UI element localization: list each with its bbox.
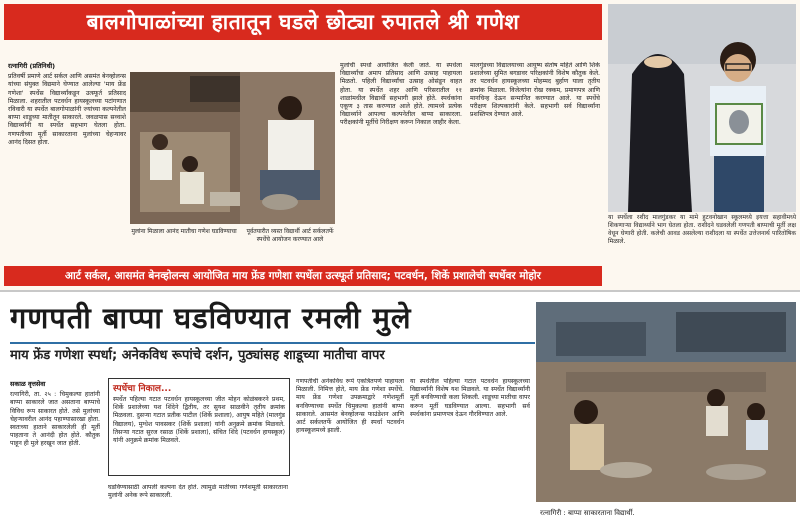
results-box xyxy=(108,378,290,476)
photo-caption-1: मुलांना मिळाला आनंद मातीचा गणेश घडविण्याचा xyxy=(131,228,237,235)
column-a-text: रत्नागिरी, ता. २५ : चिमुकल्या हातांनी बाप्पा साकारले जात असताना बाप्पाचे विविध रूप साकारत होते. तसे मुलांच्या चेहऱ्यावरील आनंद पहाण्यासारखा होता. स्वतःच्या हाताने साकारलेली ही मूर्ती पाहताना ते आनंदी होत होते. कौतुक पाहून ही मुले हरखून जात होती. xyxy=(10,391,100,448)
article-column-a xyxy=(10,380,100,526)
boy-photo-illustration xyxy=(240,72,335,224)
headline-divider xyxy=(10,342,535,344)
article-column-b: घडविण्यासाठी आपली कल्पना देत होते. त्यामुळे मातीच्या गणेशमूर्ती साकारताना मुलांनी अनेक रूपे साकारली. xyxy=(108,484,288,500)
article-column-c: गणपतीची अनेकविध रूपे एकत्रितपणे पाहायला मिळाली. निमित्त होते, माय फ्रेंड गणेशा स्पर्धेचे. माय फ्रेंड गणेशा उपक्रमाद्वारे गणेशमूर्ती बनविण्याच्या स्पर्धेत चिमुकल्या हातांनी बाप्पा साकारले. आसमंत बेनव्होलन्स फाउंडेशन आणि आर्ट सर्कलतर्फे आयोजित ही स्पर्धा पटवर्धन हायस्कूलमध्ये झाली. xyxy=(296,378,404,435)
winner-photo-illustration xyxy=(608,4,796,212)
headline-banner: बालगोपाळांच्या हातातून घडले छोट्या रुपातले श्री गणेश xyxy=(4,4,602,40)
byline: सकाळ वृत्तसेवा xyxy=(10,380,46,388)
results-box-title: स्पर्धेचा निकाल... xyxy=(113,384,172,394)
article-column-d: या स्पर्धेतील पहिल्या गटात पटवर्धन हायस्कूलच्या विद्यार्थ्यांनी विशेष यश मिळवले. या स्पर्धेत विद्यार्थ्यांनी मूर्ती बनविण्याची कला शिकली. शाडूच्या मातीचा वापर करून मूर्ती घडविण्यात आल्या. सहभागी सर्व स्पर्धकांना प्रमाणपत्र देऊन गौरविण्यात आले. xyxy=(410,378,530,418)
winner-caption: या स्पर्धेला रशीद मालगुंडकर या मामे हुटवनोखान स्कूलमध्ये इयत्ता सहावीमध्ये शिकणाऱ्या विद्यार्थ्याने भाग घेतला होता. राशीदने घडवलेली गणपती बाप्पाची मूर्ती लक्ष वेधून घेणारी होती. कलेची आवड असलेल्या राशीदला या स्पर्धेत उत्तेजनार्थ पारितोषिक मिळाले. xyxy=(608,214,796,245)
summary-footer-banner: आर्ट सर्कल, आसमंत बेनव्होलन्स आयोजित माय फ्रेंड गणेशा स्पर्धेला उत्स्फूर्त प्रतिसाद; पटवर्धन, शिर्के प्रशालेची स्पर्धेवर मोहोर xyxy=(4,266,602,286)
headline-2: गणपती बाप्पा घडविण्यात रमली मुले xyxy=(10,301,412,335)
hall-photo-illustration xyxy=(536,302,796,502)
boy-modeling-idol-photo xyxy=(240,72,335,224)
news-clipping-2 xyxy=(0,292,800,532)
results-box-text: स्पर्धेत पहिल्या गटात पटवर्धन हायस्कूलच्या जीत मोहन कोळंबकरने प्रथम, शिर्के प्रशालेच्या यश शिंदेने द्वितीय, तर सुयश साळवीने तृतीय क्रमांक मिळवला. दुसऱ्या गटात प्रतीक पाटील (शिर्के प्रशाला), आयुष महिते (मालगुंड विद्यालय), मुग्धेश पावसकर (शिर्के प्रशाला) यांनी अनुक्रमे क्रमांक मिळवले. तिसऱ्या गटात सुरज रसाळ (शिर्के प्रशाला), संचित शिंदे (पटवर्धन हायस्कूल) यांनी अनुक्रमे क्रमांक मिळवले. xyxy=(113,396,285,445)
photo-caption-2: पूर्वतयारीत व्यस्त विद्यार्थी आर्ट सर्कलतर्फे स्पर्धेचे आयोजन करण्यात आले xyxy=(246,228,334,243)
article-column-1 xyxy=(8,62,126,266)
article-column-4: मालगुंडच्या विद्यालयाच्या आयुष्य संतोष महिते आणि शिर्के प्रशालेच्या सुमित बगडावर परिक्षकांनी विशेष कौतुक केले. तर पटवर्धन हायस्कूलच्या मोहम्मद बुर्हाण याला तृतीय क्रमांक मिळाला. विजेत्यांना रोख रक्कम, प्रमाणपत्र आणि मानचिन्ह देऊन सन्मानित करण्यात आले. या स्पर्धेचे परीक्षण शिल्पकारांनी केले. सहभागी सर्व विद्यार्थ्यांना प्रशस्तिपत्र देण्यात आले. xyxy=(470,62,600,119)
students-making-idols-photo xyxy=(536,302,796,502)
subheadline-2: माय फ्रेंड गणेशा स्पर्धा; अनेकविध रूपांचे दर्शन, पुठ्यांसह शाडूच्या मातीचा वापर xyxy=(10,348,385,363)
column-1-text: प्रतिवर्षी प्रमाणे आर्ट सर्कल आणि असमंत बेनव्होलन्स यांच्या संयुक्त विद्यमाने घेण्यात आलेल्या 'माय फ्रेंड गणेशा' स्पर्धेस विद्यार्थ्यांकडून उत्स्फूर्त प्रतिसाद मिळाला. शहरातील पटवर्धन हायस्कूलच्या पटांगणात रविवारी या स्पर्धेत बालगोपाळांनी ज्यांच्या कल्पनेतील बाप्पा शाडूच्या मातीतून साकारले. जवळपास सव्वाशे विद्यार्थ्यांनी या स्पर्धेत सहभाग घेतला होता. गणपतीच्या मूर्ती साकारताना मुलांच्या चेहऱ्यावर आनंद दिसत होता. xyxy=(8,73,126,146)
winner-with-trophy-photo xyxy=(608,4,796,212)
dateline: रत्नागिरी (प्रतिनिधी) xyxy=(8,62,56,70)
article-column-3: मुलांची स्पर्धा आयोजित केली जाते. या स्पर्धेला विद्यार्थ्यांचा अमाप प्रतिसाद आणि उत्साह पाहायला मिळतो. पहिली विद्यार्थ्यांचा उत्साह ओसंडून वाहत होता. या स्पर्धेत शहर आणि परिसरातील ११ शाळांमधील विद्यार्थी सहभागी झाले होते. स्पर्धकांना एकूण ३ तास करण्यात आले होते. त्यामध्ये प्रत्येक विद्यार्थ्याने आपल्या कल्पनेतील बाप्पा साकारला. परीक्षकांनी मूर्तीचे निरीक्षण करून निकाल जाहीर केला. xyxy=(340,62,462,127)
photo-caption-3: रत्नागिरी : बाप्पा साकारताना विद्यार्थी. xyxy=(540,509,635,517)
